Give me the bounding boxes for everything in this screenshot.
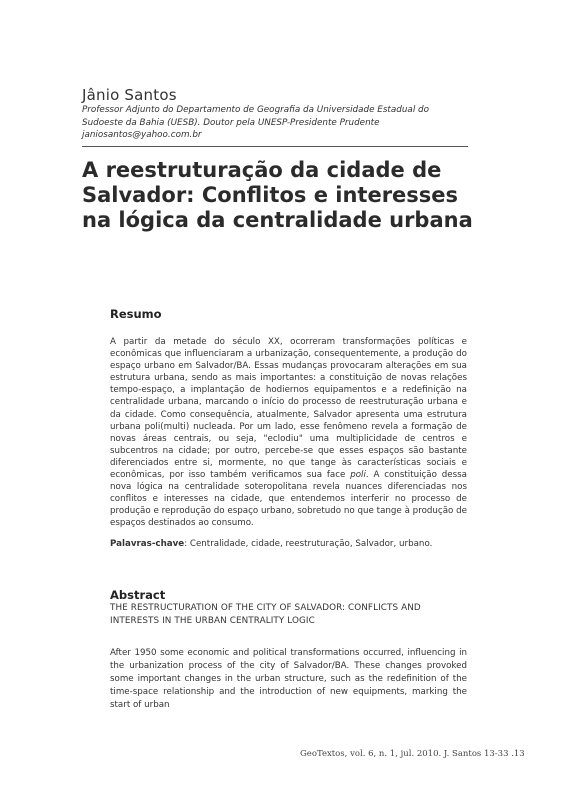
resumo-heading: Resumo: [110, 307, 162, 321]
keywords: [110, 538, 467, 550]
resumo-text-italic: poli: [350, 470, 366, 481]
abstract-body: After 1950 some economic and political transformations occurred, influencing in the urbanization process of the city of Salvador/BA. These changes provoked some important changes in the urban structure, such as the redefinition of the time-space relationship and the introduction of new equipments, marking the start of urban: [110, 648, 467, 710]
author-affiliation: Professor Adjunto do Departamento de Geografia da Universidade Estadual do Sudoeste da Bahia (UESB). Doutor pela UNESP-Presidente Prudente: [82, 105, 430, 128]
author-name: Jânio Santos: [82, 86, 177, 104]
resumo-text-1: A partir da metade do século XX, ocorreram transformações políticas e econômicas que influenciaram a urbanização, consequentemente, a produção do espaço urbano em Salvador/BA. Essas mudanças provocaram alterações em sua estrutura urbana, sendo as mais importantes: a constituição de novas relações tempo-espaço, a implantação de hodiernos equipamentos e a redefinição na centralidade urbana, marcando o início do processo de reestruturação urbana e da cidade. Como consequência, atualmente, Salvador apresenta uma estrutura urbana poli(multi) nucleada. Por um lado, esse fenômeno revela a formação de novas áreas centrais, ou seja, "eclodiu" uma multiplicidade de centros e subcentros na cidade; por outro, percebe-se que esses espaços são bastante diferenciados entre si, mormente, no que tange às características sociais e econômicas, por isso também verificamos sua face: [110, 337, 467, 481]
keywords-list: : Centralidade, cidade, reestruturação, Salvador, urbano.: [184, 539, 433, 549]
abstract-title: THE RESTRUCTURATION OF THE CITY OF SALVADOR: CONFLICTS AND INTERESTS IN THE URBAN CENTRALITY LOGIC: [110, 603, 421, 626]
author-affiliation-block: [82, 104, 472, 142]
resumo-body: [110, 336, 467, 530]
header-rule: [82, 146, 468, 147]
abstract-heading: Abstract: [110, 588, 166, 602]
author-email[interactable]: janiosantos@yahoo.com.br: [82, 130, 202, 140]
page-footer: GeoTextos, vol. 6, n. 1, jul. 2010. J. Santos 13-33 .13: [300, 749, 525, 759]
keywords-label: Palavras-chave: [110, 539, 185, 549]
article-title: A reestruturação da cidade de Salvador: Conflitos e interesses na lógica da centralidade urbana: [82, 158, 473, 232]
resumo-text-2: . A constituição dessa nova lógica na centralidade soteropolitana revela nuances diferenciadas nos conflitos e interesses na cidade, que entendemos interferir no processo de produção e reprodução do espaço urbano, sobretudo no que tange à produção de espaços destinados ao consumo.: [110, 470, 467, 529]
